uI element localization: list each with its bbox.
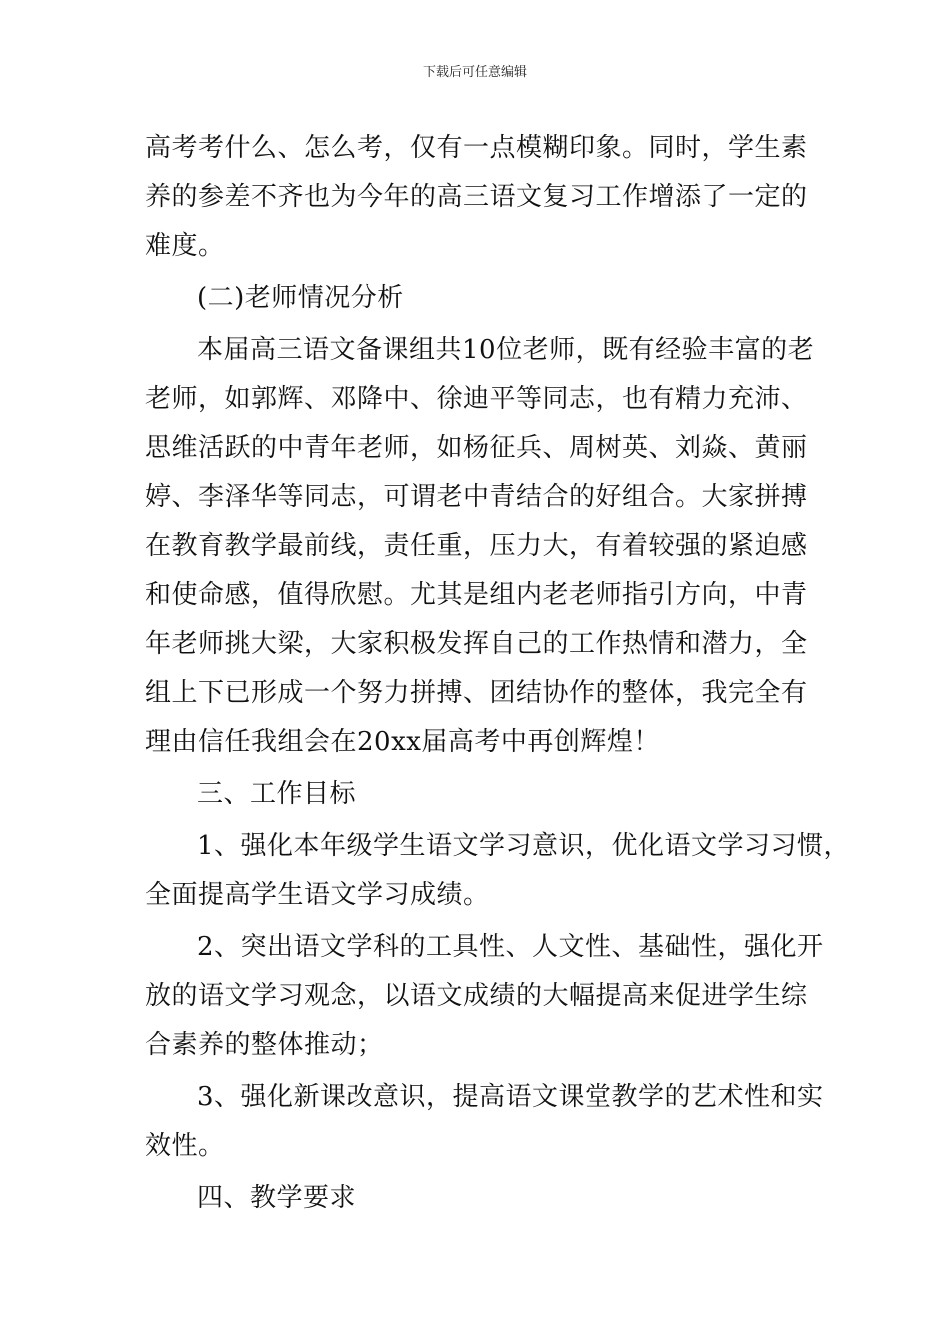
page-header-note: 下载后可任意编辑 [422,65,527,80]
text-line: 养的参差不齐也为今年的高三语文复习工作增添了一定的 [145,182,808,212]
text-line: 放的语文学习观念，以语文成绩的大幅提高来促进学生综 [145,981,808,1011]
text-line: 组上下已形成一个努力拼搏、团结协作的整体，我完全有 [145,678,808,708]
paragraph-student-situation [145,124,810,271]
paragraph-goal-1 [145,822,851,920]
paragraph-goal-3 [145,1073,824,1171]
text-line: 全面提高学生语文学习成绩。 [145,880,490,910]
text-line: 年老师挑大梁，大家积极发挥自己的工作热情和潜力，全 [145,629,808,659]
text-line: 高考考什么、怎么考，仅有一点模糊印象。同时，学生素 [145,133,808,163]
text-line: 难度。 [145,231,225,261]
text-line: 老师，如郭辉、邓降中、徐迪平等同志，也有精力充沛、 [145,384,808,414]
heading-text: 四、教学要求 [197,1183,357,1213]
text-line: 在教育教学最前线，责任重，压力大，有着较强的紧迫感 [145,531,808,561]
heading-text: 三、工作目标 [197,779,357,809]
text-line: 和使命感，值得欣慰。尤其是组内老老师指引方向，中青 [145,580,808,610]
section-heading-teaching-requirements [145,1174,810,1223]
text-line: 理由信任我组会在20xx届高考中再创辉煌！ [145,727,660,757]
section-heading-work-goals [145,770,810,819]
document-body [145,124,851,1223]
text-line: 本届高三语文备课组共10位老师，既有经验丰富的老 [197,335,815,365]
section-heading-teacher-analysis [145,274,810,323]
text-line: 婷、李泽华等同志，可谓老中青结合的好组合。大家拼搏 [145,482,808,512]
text-line: 效性。 [145,1131,225,1161]
text-line: 合素养的整体推动； [145,1030,384,1060]
paragraph-goal-2 [145,923,824,1070]
text-line: 3、强化新课改意识，提高语文课堂教学的艺术性和实 [197,1082,824,1112]
text-line: 思维活跃的中青年老师，如杨征兵、周树英、刘焱、黄丽 [145,433,808,463]
text-line: 1、强化本年级学生语文学习意识，优化语文学习习惯， [197,831,851,861]
paragraph-teacher-analysis [145,326,815,767]
text-line: 2、突出语文学科的工具性、人文性、基础性，强化开 [197,932,824,962]
heading-text: (二)老师情况分析 [197,283,404,313]
